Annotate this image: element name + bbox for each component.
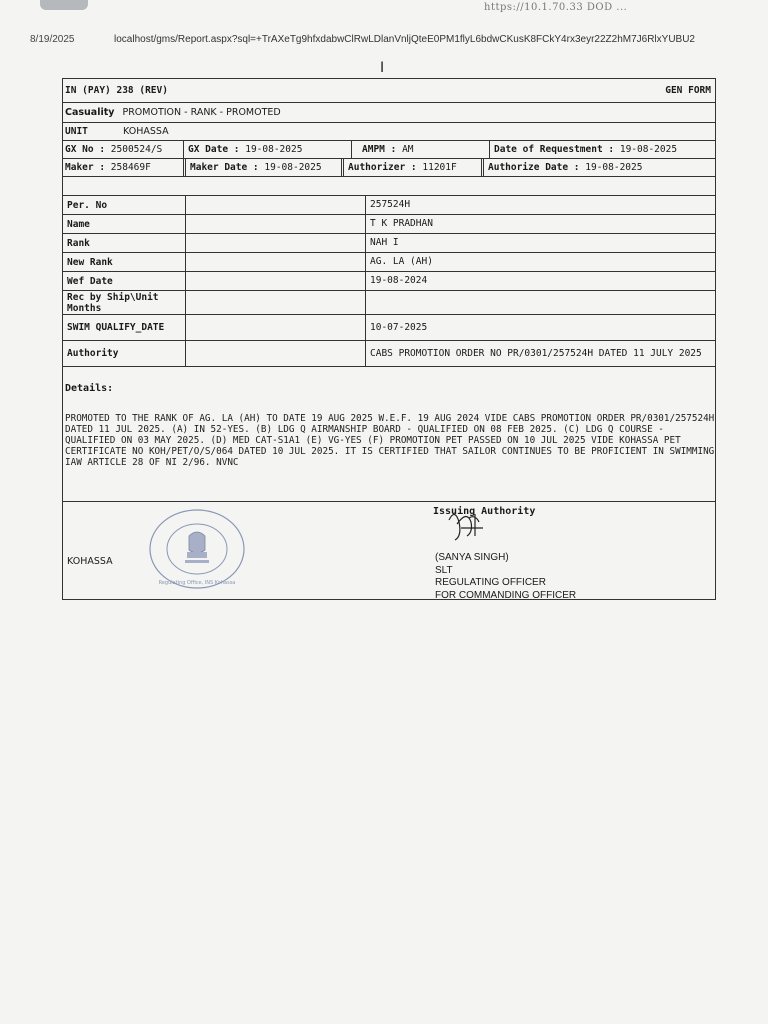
maker-label: Maker : xyxy=(65,162,106,173)
casuality-value: PROMOTION - RANK - PROMOTED xyxy=(122,107,281,118)
gx-row xyxy=(63,141,715,159)
regulating-office-seal-icon xyxy=(147,508,247,590)
grid-value: AG. LA (AH) xyxy=(365,253,715,271)
gx-date-value: 19-08-2025 xyxy=(245,144,303,155)
grid-label: Rank xyxy=(67,237,90,249)
grid-row xyxy=(63,234,715,253)
grid-row xyxy=(63,272,715,291)
signatory-rank: SLT xyxy=(435,564,453,576)
signatory-designation: REGULATING OFFICER xyxy=(435,577,546,588)
details-title: Details: xyxy=(65,383,114,394)
maker-date-label: Maker Date : xyxy=(190,162,259,173)
print-url: localhost/gms/Report.aspx?sql=+TrAXeTg9hfxdabwClRwLDlanVnljQteE0PM1flyL6bdwCKusK8FCkY4rx3eyr22Z2hM7J6RlxYUBU2 xyxy=(114,34,695,45)
authorizer-label: Authorizer : xyxy=(348,162,417,173)
grid-value: 19-08-2024 xyxy=(365,272,715,290)
gen-form xyxy=(62,78,716,600)
grid-label: Wef Date xyxy=(67,275,113,287)
gx-date-label: GX Date : xyxy=(188,144,240,155)
top-url-fragment: https://10.1.70.33 DOD ... xyxy=(484,2,628,13)
auth-date-value: 19-08-2025 xyxy=(585,162,643,173)
issuing-authority: Issuing Authority xyxy=(433,506,536,517)
grid-value: 257524H xyxy=(365,196,715,214)
grid-value xyxy=(365,291,715,314)
maker-value: 258469F xyxy=(110,162,151,173)
casuality-row xyxy=(63,103,715,123)
form-code: IN (PAY) 238 (REV) xyxy=(65,85,168,96)
ampm-value: AM xyxy=(402,144,414,155)
grid-label: New Rank xyxy=(67,256,113,268)
gen-form-label: GEN FORM xyxy=(665,85,711,96)
page-mark: I xyxy=(380,60,385,76)
grid-value: NAH I xyxy=(365,234,715,252)
req-date-label: Date of Requestment : xyxy=(494,144,615,155)
top-edge-smudge xyxy=(40,0,88,10)
grid-label: SWIM QUALIFY_DATE xyxy=(67,322,165,333)
signatory-name: (SANYA SINGH) xyxy=(435,552,509,563)
grid-label: Per. No xyxy=(67,199,108,211)
signature-area xyxy=(63,501,715,600)
maker-date-value: 19-08-2025 xyxy=(264,162,322,173)
details-text: PROMOTED TO THE RANK OF AG. LA (AH) TO DATE 19 AUG 2025 W.E.F. 19 AUG 2024 VIDE CABS PROMOTION ORDER PR/0301/257524H DATED 11 JUL 2025. (A) IN 52-YES. (B) LDG Q AIRMANSHIP BOARD - QUALIFIED ON 08 FEB 2025. (C) LDG Q COURSE - QUALIFIED ON 03 MAY 2025. (D) MED CAT-S1A1 (E) VG-YES (F) PROMOTION PET PASSED ON 10 JUL 2025 VIDE KOHASSA PET CERTIFICATE NO KOH/PET/O/S/064 DATED 10 JUL 2025. IT IS CERTIFIED THAT SAILOR CONTINUES TO BE PROFICIENT IN SWIMMING IAW ARTICLE 28 OF NI 2/96. NVNC xyxy=(65,413,715,468)
svg-text:Regulating Office, INS Kohassa: Regulating Office, INS Kohassa xyxy=(158,580,236,586)
signatory-details xyxy=(435,552,576,602)
grid-label: Authority xyxy=(67,348,119,359)
authorizer-value: 11201F xyxy=(422,162,457,173)
form-title-row xyxy=(63,79,715,103)
grid-label: Rec by Ship\Unit Months xyxy=(67,291,159,314)
print-date: 8/19/2025 xyxy=(30,34,75,45)
print-header xyxy=(0,0,768,60)
grid-row xyxy=(63,341,715,367)
grid-row xyxy=(63,253,715,272)
unit-label: UNIT xyxy=(65,126,88,137)
unit-row xyxy=(63,123,715,141)
grid-row xyxy=(63,291,715,315)
req-date-value: 19-08-2025 xyxy=(619,144,678,155)
footer-unit: KOHASSA xyxy=(67,556,113,567)
grid-row xyxy=(63,315,715,341)
gx-no-value: 2500524/S xyxy=(110,144,163,155)
auth-date-label: Authorize Date : xyxy=(488,162,580,173)
gx-no-label: GX No : xyxy=(65,144,106,155)
ampm-label: AMPM : xyxy=(362,144,397,155)
personnel-grid xyxy=(63,195,715,359)
grid-row xyxy=(63,215,715,234)
grid-value: CABS PROMOTION ORDER NO PR/0301/257524H DATED 11 JULY 2025 xyxy=(365,341,715,366)
grid-value: 10-07-2025 xyxy=(365,315,715,340)
grid-value: T K PRADHAN xyxy=(365,215,715,233)
casuality-label: Casuality xyxy=(65,107,115,118)
grid-row xyxy=(63,196,715,215)
signatory-for: FOR COMMANDING OFFICER xyxy=(435,589,577,601)
unit-value: KOHASSA xyxy=(123,126,169,137)
signature-icon xyxy=(441,506,501,542)
grid-label: Name xyxy=(67,218,90,230)
maker-row xyxy=(63,159,715,177)
